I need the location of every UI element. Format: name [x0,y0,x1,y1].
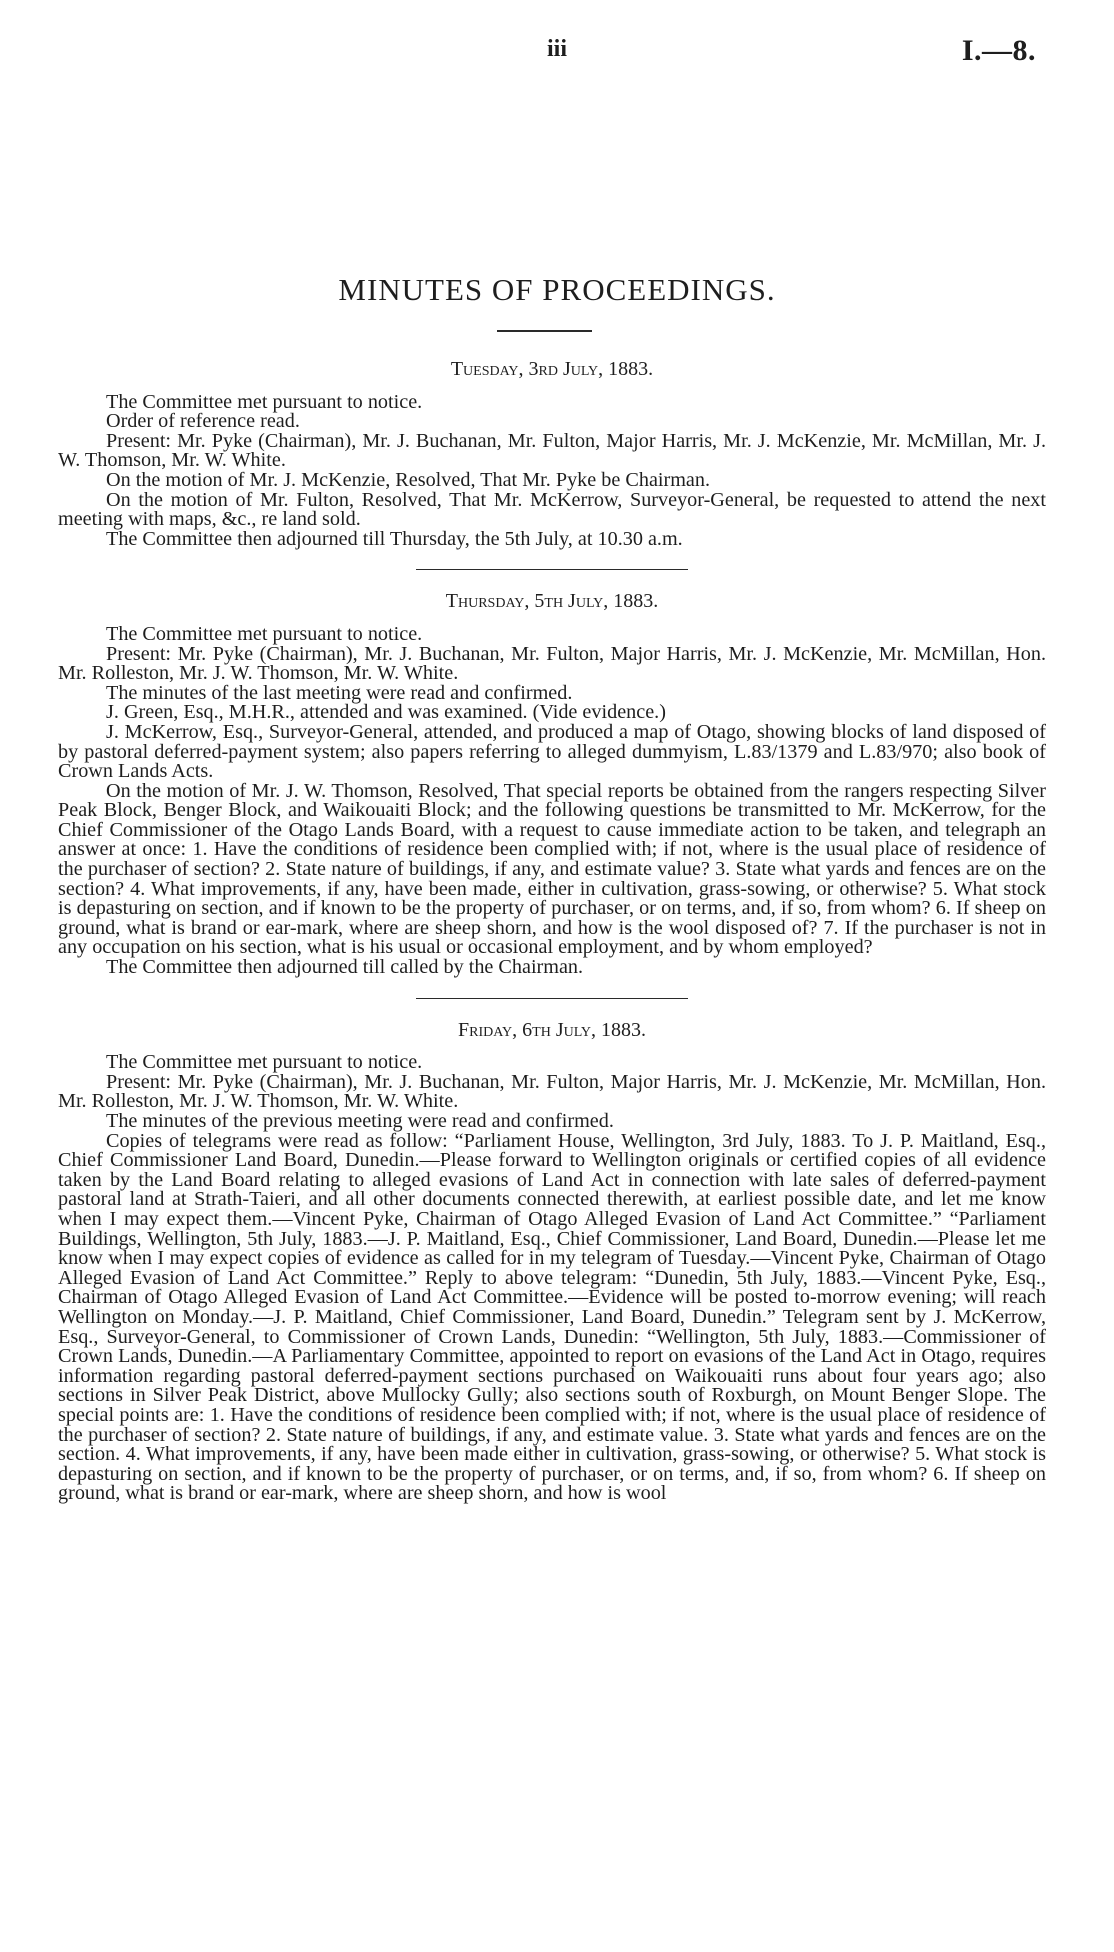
paragraph: J. Green, Esq., M.H.R., attended and was examined. (Vide evidence.) [106,701,666,724]
paragraph: Present: Mr. Pyke (Chairman), Mr. J. Buchanan, Mr. Fulton, Major Harris, Mr. J. McKenzie, Mr. McMillan, Hon. Mr. Rolleston, Mr. J. W. Thomson, Mr. W. White. [58,642,1046,685]
paragraph: The minutes of the previous meeting were read and confirmed. [106,1110,614,1132]
paragraph: On the motion of Mr. J. W. Thomson, Resolved, That special reports be obtained from the rangers respecting Silver Peak Block, Benger Block, and Waikouaiti Block; and the following questions be transmitted to Mr. McKerrow, for the Chief Commissioner of the Otago Lands Board, with a request to cause immediate action to be taken, and telegraph an answer at once: 1. Have the conditions of residence been complied with; if not, where is the usual place of residence of the purchaser of section? 2. State nature of buildings, if any, and estimate value? 3. State what yards and fences are on the section? 4. What improvements, if any, have been made, either in cultivation, grass-sowing, or otherwise? 5. What stock is depasturing on section, and if known to be the property of purchaser, or on terms, and, if so, from whom? 6. If sheep on ground, what is brand or ear-mark, where are sheep shorn, and how is the wool disposed of? 7. If the purchaser is not in any occupation on his section, what is his usual or occasional employment, and by whom employed? [58,779,1046,959]
paragraph: J. McKerrow, Esq., Surveyor-General, attended, and produced a map of Otago, showing blocks of land disposed of by pastoral deferred-payment system; also papers referring to alleged dummyism, L.83/1379 and L.83/970; also book of Crown Lands Acts. [58,720,1046,783]
section-divider [416,998,688,999]
minutes-body [58,360,1046,1504]
paragraph: The Committee then adjourned till called by the Chairman. [106,956,584,979]
section-tuesday [58,360,1046,549]
paragraph: Present: Mr. Pyke (Chairman), Mr. J. Buchanan, Mr. Fulton, Major Harris, Mr. J. McKenzie, Mr. McMillan, Mr. J. W. Thomson, Mr. W. White. [58,429,1046,472]
paragraph: Present: Mr. Pyke (Chairman), Mr. J. Buchanan, Mr. Fulton, Major Harris, Mr. J. McKenzie, Mr. McMillan, Hon. Mr. Rolleston, Mr. J. W. Thomson, Mr. W. White. [58,1070,1046,1113]
paragraph: The Committee then adjourned till Thursday, the 5th July, at 10.30 a.m. [106,527,683,550]
paragraph: The Committee met pursuant to notice. [106,390,423,413]
section-friday [58,1018,1046,1505]
page-title: MINUTES OF PROCEEDINGS. [338,272,776,307]
page-number: iii [546,36,567,62]
paragraph: Copies of telegrams were read as follow: “Parliament House, Wellington, 3rd July, 1883. To J. P. Maitland, Esq., Chief Commissioner Land Board, Dunedin.—Please forward to Wellington originals or certified copies of all evidence taken by the Land Board relating to alleged evasions of Land Act in connection with late sales of deferred-payment pastoral land at Strath-Taieri, and all other documents connected therewith, at earliest possible date, and let me know when I may expect them.—Vincent Pyke, Chairman of Otago Alleged Evasion of Land Act Committee.” “Parliament Buildings, Wellington, 5th July, 1883.—J. P. Maitland, Esq., Chief Commissioner, Land Board, Dunedin.—Please let me know when I may expect copies of evidence as called for in my telegram of Tuesday.—Vincent Pyke, Chairman of Otago Alleged Evasion of Land Act Committee.” Reply to above telegram: “Dunedin, 5th July, 1883.—Vincent Pyke, Esq., Chairman of Otago Alleged Evasion of Land Act Committee.—Evidence will be posted to-morrow evening; will reach Wellington on Monday.—J. P. Maitland, Chief Commissioner, Land Board, Dunedin.” Telegram sent by J. McKerrow, Esq., Surveyor-General, to Commissioner of Crown Lands, Dunedin: “Wellington, 5th July, 1883.—Commissioner of Crown Lands, Dunedin.—A Parliamentary Committee, appointed to report on evasions of the Land Act in Otago, requires information regarding pastoral deferred-payment sections purchased on Waikouaiti runs about four years ago; also sections in Silver Peak District, above Mullocky Gully; also sections south of Roxburgh, on Mount Benger Slope. The special points are: 1. Have the conditions of residence been complied with; if not, where is the usual place of residence of the purchaser of section? 2. State nature of buildings, if any, and estimate value. 3. State what yards and fences are on the section. 4. What improvements, if any, have been made either in cultivation, grass-sowing, or otherwise? 5. What stock is depasturing on section, and if known to be the property of purchaser, or on terms, and, if so, from whom? 6. If sheep on ground, what is brand or ear-mark, where are sheep shorn, and how is wool [58,1129,1046,1505]
section-date: Thursday, 5th July, 1883. [445,590,659,613]
paragraph: On the motion of Mr. J. McKenzie, Resolved, That Mr. Pyke be Chairman. [106,468,711,491]
paragraph: On the motion of Mr. Fulton, Resolved, That Mr. McKerrow, Surveyor-General, be requested to attend the next meeting with maps, &c., re land sold. [58,488,1046,531]
section-date: Tuesday, 3rd July, 1883. [450,358,654,380]
paragraph: The minutes of the last meeting were read and confirmed. [106,681,573,704]
document-code: I.—8. [961,34,1036,67]
title-divider [497,330,592,332]
section-date: Friday, 6th July, 1883. [458,1018,646,1041]
paragraph: Order of reference read. [106,410,300,433]
section-divider [416,569,688,570]
paragraph: The Committee met pursuant to notice. [106,1051,423,1074]
section-thursday [58,592,1046,977]
paragraph: The Committee met pursuant to notice. [106,622,423,645]
